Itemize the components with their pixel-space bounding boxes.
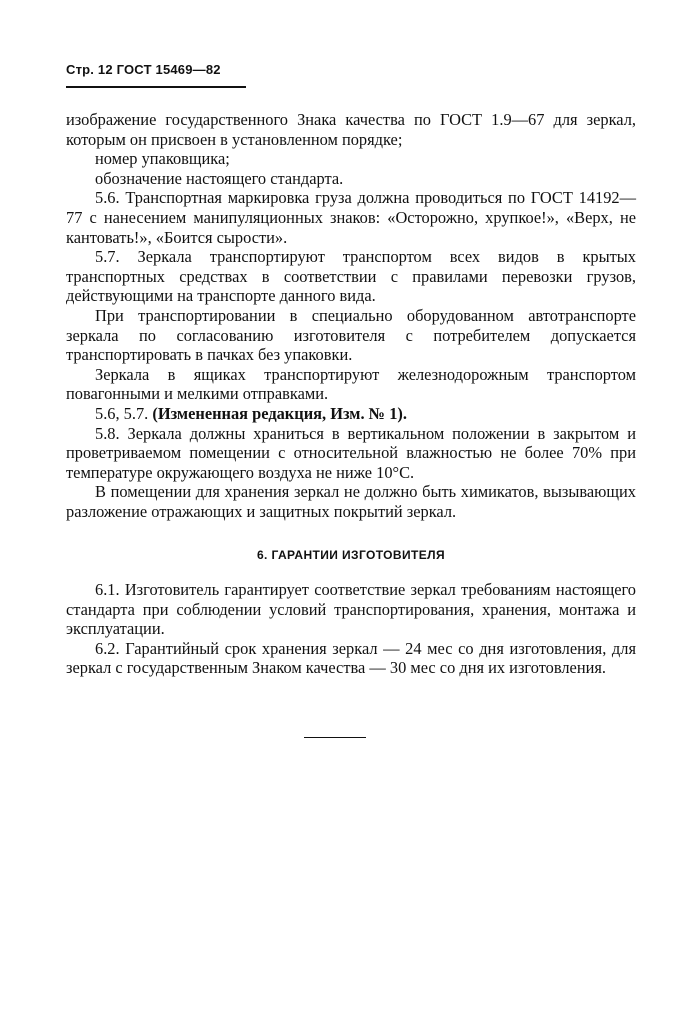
paragraph-5-7: 5.7. Зеркала транспортируют транспортом всех видов в крытых транспортных средствах в соответствии с правилами перевозки грузов, действующими на транспорте данного вида. bbox=[66, 247, 636, 306]
amendment-text: (Измененная редакция, Изм. № 1). bbox=[152, 403, 407, 423]
paragraph-standard-designation: обозначение настоящего стандарта. bbox=[95, 168, 344, 188]
header-rule bbox=[66, 86, 246, 88]
amendment-prefix: 5.6, 5.7. bbox=[95, 403, 153, 423]
page-header: Стр. 12 ГОСТ 15469—82 bbox=[66, 62, 221, 77]
paragraph-rail-transport: Зеркала в ящиках транспортируют железнодорожным транспортом повагонными и мелкими отправками. bbox=[66, 364, 636, 404]
paragraph-6-1: 6.1. Изготовитель гарантирует соответствие зеркал требованиям настоящего стандарта при соблюдении условий транспортирования, хранения, монтажа и эксплуатации. bbox=[66, 580, 636, 639]
paragraph-packer-number: номер упаковщика; bbox=[95, 149, 230, 169]
end-rule bbox=[304, 737, 366, 738]
paragraph-amendment bbox=[66, 404, 636, 424]
section-title-warranty: 6. ГАРАНТИИ ИЗГОТОВИТЕЛЯ bbox=[256, 548, 445, 562]
paragraph-5-8: 5.8. Зеркала должны храниться в вертикальном положении в закрытом и проветриваемом помещении с относительной влажностью не более 70% при температуре окружающего воздуха не ниже 10°С. bbox=[66, 423, 636, 482]
warranty-body bbox=[66, 580, 636, 678]
document-body bbox=[66, 110, 636, 521]
paragraph-6-2: 6.2. Гарантийный срок хранения зеркал — 24 мес со дня изготовления, для зеркал с государственным Знаком качества — 30 мес со дня их изготовления. bbox=[66, 638, 636, 678]
paragraph-auto-transport: При транспортировании в специально оборудованном автотранспорте зеркала по согласованию изготовителя с потребителем допускается транспортировать в пачках без упаковки. bbox=[66, 305, 636, 365]
paragraph-5-6: 5.6. Транспортная маркировка груза должна проводиться по ГОСТ 14192—77 с нанесением манипуляционных знаков: «Осторожно, хрупкое!», «Верх, не кантовать!», «Боится сырости». bbox=[66, 188, 636, 247]
paragraph-storage-chemicals: В помещении для хранения зеркал не должно быть химикатов, вызывающих разложение отражающих и защитных покрытий зеркал. bbox=[66, 482, 636, 521]
paragraph-quality-mark: изображение государственного Знака качества по ГОСТ 1.9—67 для зеркал, которым он присвоен в установленном порядке; bbox=[66, 110, 636, 149]
